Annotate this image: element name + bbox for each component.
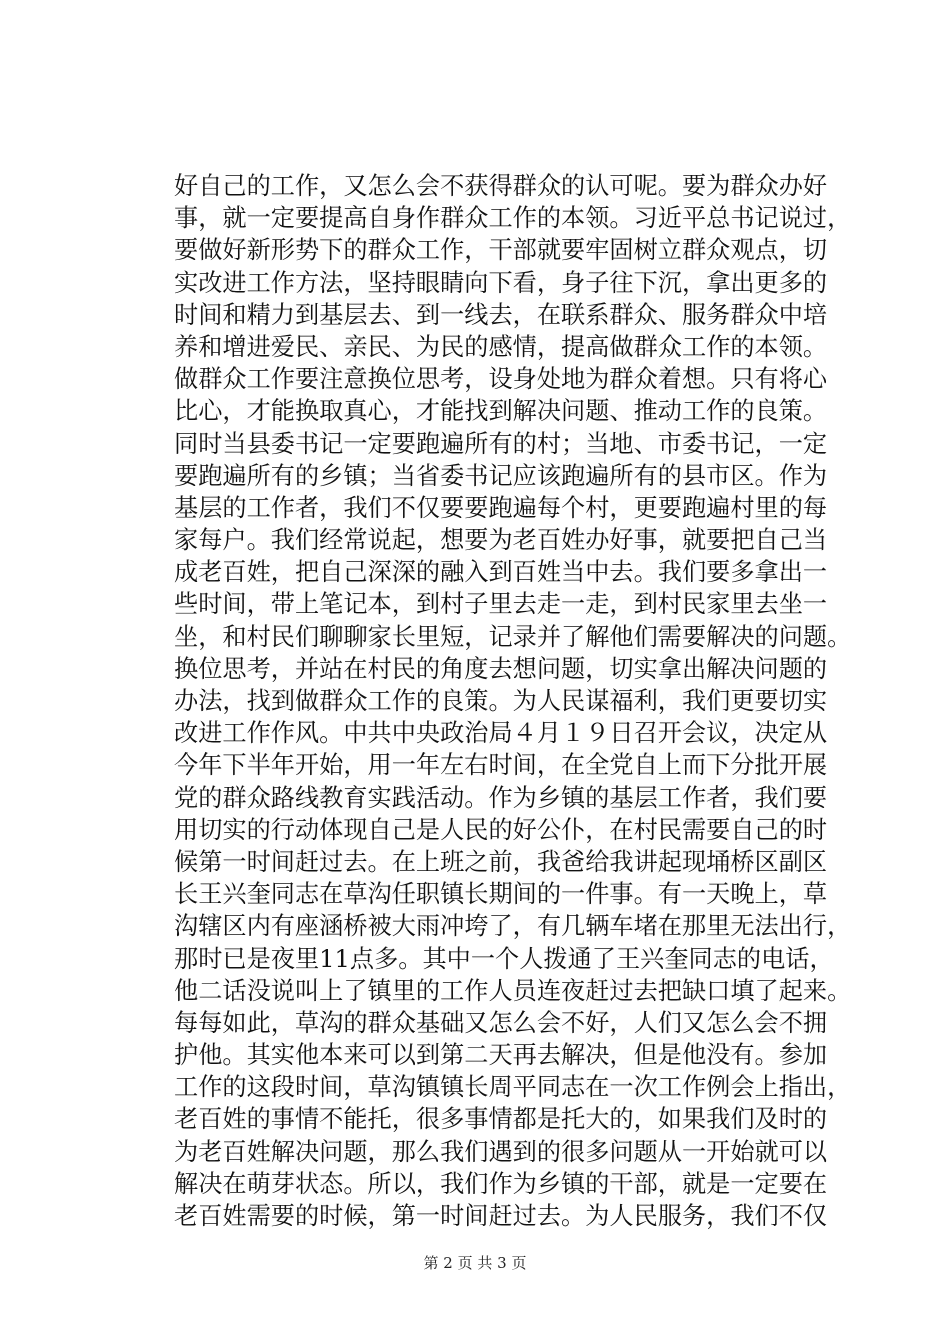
text-line: 比心，才能换取真心，才能找到解决问题、推动工作的良策。	[174, 397, 828, 426]
text-line: 做群众工作要注意换位思考，设身处地为群众着想。只有将心	[174, 365, 828, 394]
text-line: 实改进工作方法，坚持眼睛向下看，身子往下沉，拿出更多的	[174, 268, 828, 297]
text-line: 家每户。我们经常说起，想要为老百姓办好事，就要把自己当	[174, 526, 828, 555]
text-line: 养和增进爱民、亲民、为民的感情，提高做群众工作的本领。	[174, 332, 828, 361]
text-line: 护他。其实他本来可以到第二天再去解决，但是他没有。参加	[174, 1041, 828, 1070]
text-line: 沟辖区内有座涵桥被大雨冲垮了，有几辆车堵在那里无法出行，	[174, 912, 852, 941]
text-line: 老百姓需要的时候，第一时间赶过去。为人民服务，我们不仅	[174, 1202, 828, 1230]
text-line: 党的群众路线教育实践活动。作为乡镇的基层工作者，我们要	[174, 783, 828, 812]
text-line: 每每如此，草沟的群众基础又怎么会不好，人们又怎么会不拥	[174, 1008, 828, 1037]
text-line: 要跑遍所有的乡镇；当省委书记应该跑遍所有的县市区。作为	[174, 461, 828, 490]
text-line: 成老百姓，把自己深深的融入到百姓当中去。我们要多拿出一	[174, 558, 828, 587]
text-line: 他二话没说叫上了镇里的工作人员连夜赶过去把缺口填了起来。	[174, 976, 852, 1005]
text-line: 改进工作作风。中共中央政治局４月１９日召开会议，决定从	[174, 719, 828, 748]
text-line: 办法，找到做群众工作的良策。为人民谋福利，我们更要切实	[174, 687, 828, 715]
text-line: 今年下半年开始，用一年左右时间，在全党自上而下分批开展	[174, 751, 828, 780]
text-line: 事，就一定要提高自身作群众工作的本领。习近平总书记说过，	[174, 204, 852, 233]
text-line: 为老百姓解决问题，那么我们遇到的很多问题从一开始就可以	[174, 1137, 828, 1166]
text-line: 用切实的行动体现自己是人民的好公仆，在村民需要自己的时	[174, 815, 828, 844]
text-line: 基层的工作者，我们不仅要要跑遍每个村，更要跑遍村里的每	[174, 493, 828, 522]
text-line: 同时当县委书记一定要跑遍所有的村；当地、市委书记，一定	[174, 429, 828, 458]
text-line: 要做好新形势下的群众工作，干部就要牢固树立群众观点，切	[174, 236, 828, 265]
text-line: 解决在萌芽状态。所以，我们作为乡镇的干部，就是一定要在	[174, 1169, 828, 1198]
text-line: 坐，和村民们聊聊家长里短，记录并了解他们需要解决的问题。	[174, 622, 852, 651]
body-text	[174, 170, 852, 1232]
text-line: 换位思考，并站在村民的角度去想问题，切实拿出解决问题的	[174, 654, 828, 683]
text-line: 时间和精力到基层去、到一线去，在联系群众、服务群众中培	[174, 300, 828, 329]
page-footer	[0, 1253, 950, 1273]
text-line: 长王兴奎同志在草沟任职镇长期间的一件事。有一天晚上，草	[174, 880, 828, 909]
text-line: 那时已是夜里11点多。其中一个人拨通了王兴奎同志的电话，	[174, 944, 834, 973]
text-line: 工作的这段时间，草沟镇镇长周平同志在一次工作例会上指出，	[174, 1073, 852, 1102]
text-line: 些时间，带上笔记本，到村子里去走一走，到村民家里去坐一	[174, 590, 828, 619]
text-line: 好自己的工作，又怎么会不获得群众的认可呢。要为群众办好	[174, 172, 828, 200]
text-line: 候第一时间赶过去。在上班之前，我爸给我讲起现埇桥区副区	[174, 847, 828, 876]
page-indicator: 第 2 页 共 3 页	[423, 1254, 527, 1272]
text-line: 老百姓的事情不能托，很多事情都是托大的，如果我们及时的	[174, 1105, 828, 1134]
